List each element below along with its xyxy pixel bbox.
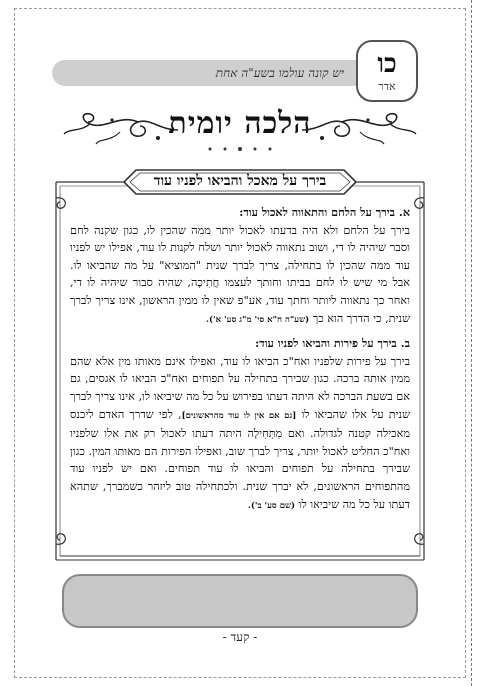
header-saying-bar [52,60,358,86]
section-1-source: (שע"ה ח"א סי' מ"ג סע' א'). [206,314,310,325]
section-2-heading: ב. בירך על פירות והביאו לפניו עוד: [255,336,410,351]
section-2-body-cont: , לפי שדרך האדם ליכנס מאכילה קטנה לגדולה. ואם מִתְּחִילָה היתה דעתו לאכול רק את אלו שלפניו ואח"כ החליט לאכול יותר, צריך לברך שוב, ואפילו הפירות הם מאותו המין. כגון שבירך בתחילה על תפוחים והביאו לו עוד תפוחים. ואם יש לפניו עוד מהתפוחים הראשונים, לא יברך שנית. ולכתחילה טוב ליזהר כשמברך, שתהא דעתו על כל מה שיביאו לו [70,407,410,511]
section-1-body: בירך על הלחם ולא היה בדעתו לאכול יותר ממה שהכין לו, כגון שקנה לחם וסבר שיהיה לו די, ושוב נתאווה לאכול יותר ושלח לקנות לו עוד, אפילו יש לפניו עוד ממה שהכין לו בתחילה, צריך לברך שנית "המוציא" על מה שהביאו לו. אבל מי שיש לו לחם בביתו וחותך לעצמו חֲתִיכָה, שהיה סבור שיהיה לו די, ואחר כך נתאווה ליותר וחתך עוד, אע"פ שאין לו ממין הראשון, אינו צריך לברך שנית, כי הדרך הוא כך [70,223,410,325]
right-flourish-icon [300,108,420,148]
page-title: הלכה יומית [168,106,312,141]
page-number: - קעד - [222,630,258,644]
section-header: בירך על מאכל והביאו לפניו עוד [153,173,327,189]
date-month: אדר [378,80,396,93]
content-frame [52,168,428,566]
section-2-note: [גם אם אין לו עוד מהראשונים] [181,410,297,421]
article-body [70,204,410,564]
section-2-body: בירך על פירות שלפניו ואח"כ הביאו לו עוד, ואפילו אינם מאותו מין אלא שהם ממין אותה ברכה. כגון שבירך בתחילה על תפוחים ואח"כ הביאו לו אגסים, גם אם בשעת הברכה לא היתה דעתו בפירוש על כל מה שיביאו לו, אינו צריך לברך שנית על אלו שהביאו לו [70,354,411,421]
cut-line [471,0,472,686]
section-2-text [70,353,410,515]
footer-gray-box [62,574,418,628]
date-day: כו [377,49,397,79]
section-1-heading: א. בירך על הלחם והתאווה לאכול עוד: [239,205,410,219]
section-2-source: (שם סע' ב'). [247,500,296,511]
title-dots-ornament [190,144,290,154]
section-1-text [70,222,410,330]
date-badge [356,40,418,102]
header-saying: יש קונה עולמו בשע"ה אחת [215,66,344,80]
title-row [60,100,420,160]
